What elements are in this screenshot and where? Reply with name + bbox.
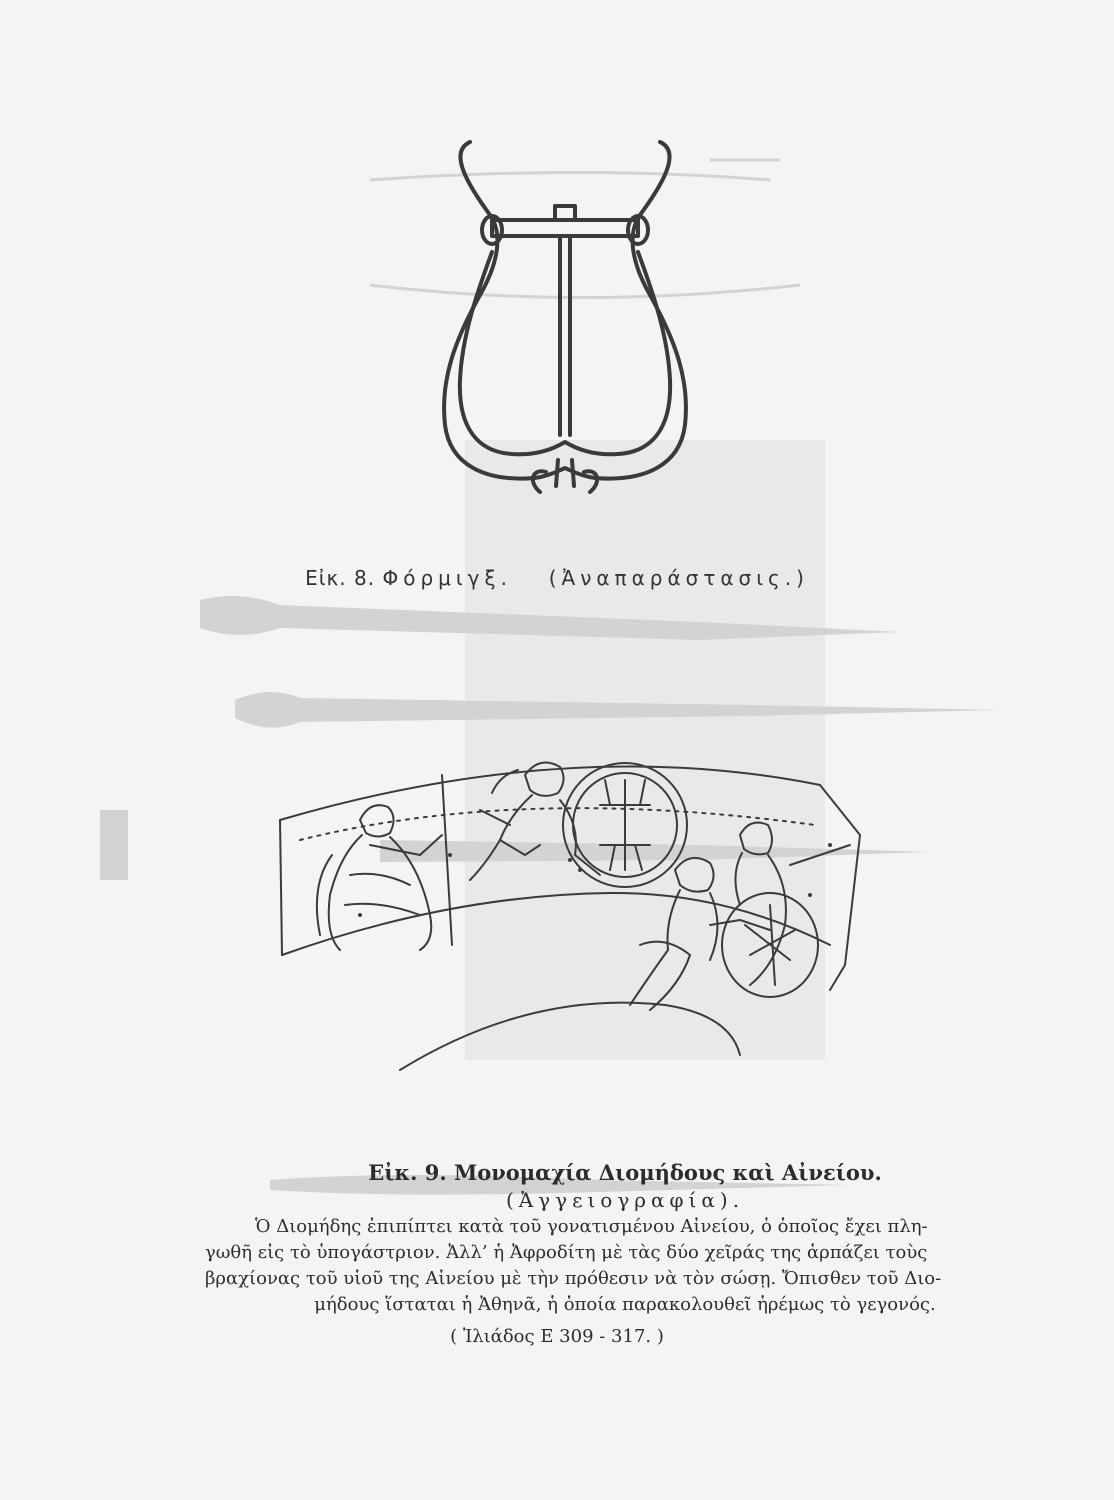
- phorminx-illustration: [420, 130, 710, 510]
- vase-painting-illustration: [270, 745, 870, 1075]
- figure-9-title: Μονομαχία Διομήδους καὶ Αἰνείου.: [453, 1160, 882, 1185]
- figure-8-note: (Ἀναπαράστασις.): [548, 566, 809, 590]
- figure-8-caption: [0, 566, 1114, 590]
- description-line: γωθῆ εἰς τὸ ὑπογάστριον. Ἀλλ’ ἡ Ἀφροδίτη μὲ τὰς δύο χεῖράς της ἁρπάζει τοὺς: [205, 1242, 928, 1263]
- figure-9-description: [205, 1214, 1005, 1318]
- description-line: βραχίονας τοῦ υἱοῦ της Αἰνείου μὲ τὴν πρόθεσιν νὰ τὸν σώσῃ. Ὄπισθεν τοῦ Διο-: [205, 1268, 942, 1289]
- description-line: μήδους ἵσταται ἡ Ἀθηνᾶ, ἡ ὁποία παρακολουθεῖ ἠρέμως τὸ γεγονός.: [314, 1294, 936, 1315]
- iliad-reference: ( Ἰλιάδος Ε 309 - 317. ): [450, 1326, 664, 1347]
- figure-9-subtitle: (Ἀγγειογραφία).: [505, 1188, 745, 1212]
- description-line: Ὁ Διομήδης ἐπιπίπτει κατὰ τοῦ γονατισμένου Αἰνείου, ὁ ὁποῖος ἔχει πλη-: [255, 1216, 928, 1237]
- figure-9-caption: [0, 1160, 1114, 1185]
- figure-8-name: Φόρμιγξ.: [382, 566, 512, 590]
- figure-8-label: Εἰκ. 8.: [305, 566, 376, 590]
- figure-9-label: Εἰκ. 9.: [368, 1160, 447, 1185]
